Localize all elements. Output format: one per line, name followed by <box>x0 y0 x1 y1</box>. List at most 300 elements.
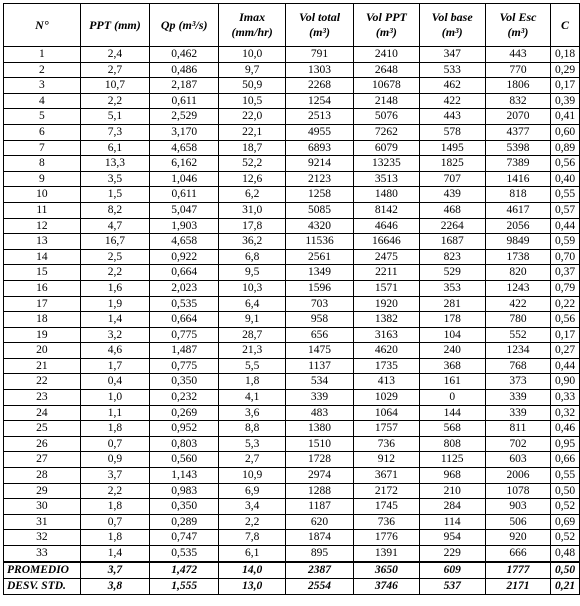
table-cell: 17 <box>4 296 81 312</box>
table-cell: 1,6 <box>80 280 149 296</box>
table-cell: 2410 <box>354 47 419 63</box>
table-cell: 0,7 <box>80 514 149 530</box>
summary-cell: 3650 <box>354 562 419 579</box>
table-cell: 0,462 <box>150 47 219 63</box>
table-cell: 818 <box>485 187 550 203</box>
table-cell: 36,2 <box>219 234 286 250</box>
table-cell: 703 <box>285 296 353 312</box>
table-cell: 0,57 <box>551 202 580 218</box>
table-row <box>4 296 580 312</box>
table-cell: 0,56 <box>551 312 580 328</box>
table-cell: 0,535 <box>150 296 219 312</box>
header-number: N° <box>4 4 81 47</box>
table-row <box>4 499 580 515</box>
table-cell: 1757 <box>354 421 419 437</box>
table-cell: 12,6 <box>219 171 286 187</box>
table-cell: 3513 <box>354 171 419 187</box>
table-row <box>4 530 580 546</box>
table-row <box>4 405 580 421</box>
table-cell: 1,8 <box>80 499 149 515</box>
table-cell: 353 <box>419 280 485 296</box>
table-cell: 10 <box>4 187 81 203</box>
table-cell: 920 <box>485 530 550 546</box>
table-cell: 9,7 <box>219 62 286 78</box>
table-cell: 30 <box>4 499 81 515</box>
summary-cell: 2387 <box>285 562 353 579</box>
table-row <box>4 358 580 374</box>
table-cell: 6,162 <box>150 156 219 172</box>
table-cell: 8,8 <box>219 421 286 437</box>
table-cell: 903 <box>485 499 550 515</box>
table-cell: 0,289 <box>150 514 219 530</box>
header-vol-ppt: Vol PPT (m³) <box>354 4 419 47</box>
table-cell: 0,48 <box>551 546 580 562</box>
table-cell: 52,2 <box>219 156 286 172</box>
table-row <box>4 390 580 406</box>
data-table-container <box>3 3 580 595</box>
table-cell: 10,0 <box>219 47 286 63</box>
table-cell: 3,170 <box>150 124 219 140</box>
table-cell: 808 <box>419 436 485 452</box>
table-cell: 7,8 <box>219 530 286 546</box>
table-cell: 368 <box>419 358 485 374</box>
table-row <box>4 452 580 468</box>
table-cell: 0,747 <box>150 530 219 546</box>
table-cell: 1,0 <box>80 390 149 406</box>
table-cell: 620 <box>285 514 353 530</box>
table-cell: 14 <box>4 249 81 265</box>
table-cell: 2648 <box>354 62 419 78</box>
table-cell: 210 <box>419 483 485 499</box>
table-cell: 17,8 <box>219 218 286 234</box>
table-cell: 31 <box>4 514 81 530</box>
table-header <box>4 4 580 47</box>
table-cell: 0,9 <box>80 452 149 468</box>
table-cell: 1258 <box>285 187 353 203</box>
table-cell: 2475 <box>354 249 419 265</box>
table-cell: 4,1 <box>219 390 286 406</box>
table-cell: 0,44 <box>551 358 580 374</box>
table-cell: 1416 <box>485 171 550 187</box>
table-cell: 0,66 <box>551 452 580 468</box>
table-cell: 1596 <box>285 280 353 296</box>
header-row <box>4 4 580 47</box>
summary-cell: 3,8 <box>80 578 149 594</box>
header-qp: Qp (m³/s) <box>150 4 219 47</box>
table-row <box>4 436 580 452</box>
table-cell: 468 <box>419 202 485 218</box>
table-cell: 2056 <box>485 218 550 234</box>
table-cell: 18 <box>4 312 81 328</box>
table-cell: 2006 <box>485 468 550 484</box>
table-cell: 736 <box>354 436 419 452</box>
table-cell: 0,39 <box>551 93 580 109</box>
table-cell: 11536 <box>285 234 353 250</box>
table-cell: 9849 <box>485 234 550 250</box>
table-cell: 568 <box>419 421 485 437</box>
table-cell: 1254 <box>285 93 353 109</box>
table-cell: 820 <box>485 265 550 281</box>
summary-cell: 537 <box>419 578 485 594</box>
table-row <box>4 47 580 63</box>
table-cell: 791 <box>285 47 353 63</box>
table-cell: 1874 <box>285 530 353 546</box>
table-cell: 0,89 <box>551 140 580 156</box>
table-cell: 0,56 <box>551 156 580 172</box>
table-cell: 50,9 <box>219 78 286 94</box>
table-cell: 2,2 <box>80 483 149 499</box>
summary-cell: 3,7 <box>80 562 149 579</box>
summary-row-stddev <box>4 578 580 594</box>
table-cell: 2268 <box>285 78 353 94</box>
table-cell: 2513 <box>285 109 353 125</box>
table-cell: 6 <box>4 124 81 140</box>
table-cell: 534 <box>285 374 353 390</box>
table-cell: 9,1 <box>219 312 286 328</box>
table-row <box>4 546 580 562</box>
table-cell: 1,8 <box>80 421 149 437</box>
table-cell: 6079 <box>354 140 419 156</box>
table-cell: 0,90 <box>551 374 580 390</box>
table-cell: 3 <box>4 78 81 94</box>
table-cell: 768 <box>485 358 550 374</box>
table-cell: 1391 <box>354 546 419 562</box>
table-cell: 0,40 <box>551 171 580 187</box>
table-cell: 1,9 <box>80 296 149 312</box>
table-row <box>4 468 580 484</box>
table-cell: 18,7 <box>219 140 286 156</box>
table-cell: 1,1 <box>80 405 149 421</box>
header-ppt: PPT (mm) <box>80 4 149 47</box>
table-cell: 6,4 <box>219 296 286 312</box>
table-cell: 28 <box>4 468 81 484</box>
table-cell: 736 <box>354 514 419 530</box>
table-cell: 0,18 <box>551 47 580 63</box>
table-cell: 1187 <box>285 499 353 515</box>
table-cell: 0,611 <box>150 187 219 203</box>
table-cell: 26 <box>4 436 81 452</box>
table-cell: 13,3 <box>80 156 149 172</box>
table-row <box>4 483 580 499</box>
table-cell: 1243 <box>485 280 550 296</box>
table-cell: 11 <box>4 202 81 218</box>
table-cell: 0,22 <box>551 296 580 312</box>
table-cell: 2172 <box>354 483 419 499</box>
table-cell: 10,3 <box>219 280 286 296</box>
table-cell: 2 <box>4 62 81 78</box>
table-cell: 281 <box>419 296 485 312</box>
table-cell: 27 <box>4 452 81 468</box>
table-cell: 958 <box>285 312 353 328</box>
table-cell: 10678 <box>354 78 419 94</box>
table-cell: 4620 <box>354 343 419 359</box>
table-cell: 3,4 <box>219 499 286 515</box>
table-cell: 1735 <box>354 358 419 374</box>
table-cell: 284 <box>419 499 485 515</box>
table-cell: 15 <box>4 265 81 281</box>
table-row <box>4 202 580 218</box>
table-cell: 443 <box>485 47 550 63</box>
table-cell: 10,9 <box>219 468 286 484</box>
table-cell: 2,7 <box>219 452 286 468</box>
table-cell: 347 <box>419 47 485 63</box>
table-cell: 339 <box>285 390 353 406</box>
table-cell: 0,350 <box>150 374 219 390</box>
table-row <box>4 218 580 234</box>
table-cell: 339 <box>485 405 550 421</box>
table-cell: 2,5 <box>80 249 149 265</box>
table-cell: 2,187 <box>150 78 219 94</box>
table-cell: 0,17 <box>551 327 580 343</box>
table-cell: 770 <box>485 62 550 78</box>
summary-cell: 13,0 <box>219 578 286 594</box>
table-cell: 1,903 <box>150 218 219 234</box>
table-cell: 1029 <box>354 390 419 406</box>
table-cell: 0,922 <box>150 249 219 265</box>
table-cell: 1,4 <box>80 312 149 328</box>
table-cell: 2264 <box>419 218 485 234</box>
table-cell: 5085 <box>285 202 353 218</box>
table-cell: 912 <box>354 452 419 468</box>
header-vol-base: Vol base (m³) <box>419 4 485 47</box>
table-cell: 339 <box>485 390 550 406</box>
table-cell: 3,7 <box>80 468 149 484</box>
table-cell: 1475 <box>285 343 353 359</box>
table-cell: 20 <box>4 343 81 359</box>
summary-label: DESV. STD. <box>4 578 81 594</box>
table-cell: 1380 <box>285 421 353 437</box>
table-cell: 7262 <box>354 124 419 140</box>
table-row <box>4 514 580 530</box>
table-cell: 666 <box>485 546 550 562</box>
table-cell: 702 <box>485 436 550 452</box>
table-cell: 0,29 <box>551 62 580 78</box>
table-cell: 0,4 <box>80 374 149 390</box>
table-cell: 4,7 <box>80 218 149 234</box>
table-cell: 6,2 <box>219 187 286 203</box>
table-row <box>4 93 580 109</box>
table-cell: 0,55 <box>551 187 580 203</box>
table-cell: 2,4 <box>80 47 149 63</box>
table-row <box>4 140 580 156</box>
table-row <box>4 312 580 328</box>
table-cell: 24 <box>4 405 81 421</box>
table-cell: 1825 <box>419 156 485 172</box>
table-cell: 483 <box>285 405 353 421</box>
table-cell: 0,486 <box>150 62 219 78</box>
header-vol-total: Vol total (m³) <box>285 4 353 47</box>
table-cell: 443 <box>419 109 485 125</box>
table-cell: 0,79 <box>551 280 580 296</box>
table-cell: 0,41 <box>551 109 580 125</box>
table-cell: 2070 <box>485 109 550 125</box>
table-cell: 8 <box>4 156 81 172</box>
summary-cell: 2554 <box>285 578 353 594</box>
table-row <box>4 374 580 390</box>
table-cell: 0,560 <box>150 452 219 468</box>
summary-row-mean <box>4 562 580 579</box>
table-cell: 13 <box>4 234 81 250</box>
table-cell: 4617 <box>485 202 550 218</box>
summary-cell: 609 <box>419 562 485 579</box>
table-cell: 9 <box>4 171 81 187</box>
table-cell: 3,5 <box>80 171 149 187</box>
table-cell: 21 <box>4 358 81 374</box>
table-cell: 23 <box>4 390 81 406</box>
table-cell: 0,232 <box>150 390 219 406</box>
table-cell: 0,269 <box>150 405 219 421</box>
table-cell: 1920 <box>354 296 419 312</box>
table-cell: 0,535 <box>150 546 219 562</box>
table-cell: 707 <box>419 171 485 187</box>
table-cell: 28,7 <box>219 327 286 343</box>
summary-cell: 0,21 <box>551 578 580 594</box>
summary-cell: 14,0 <box>219 562 286 579</box>
table-cell: 4,658 <box>150 140 219 156</box>
table-cell: 240 <box>419 343 485 359</box>
table-cell: 114 <box>419 514 485 530</box>
table-cell: 12 <box>4 218 81 234</box>
table-cell: 968 <box>419 468 485 484</box>
table-cell: 144 <box>419 405 485 421</box>
table-cell: 4955 <box>285 124 353 140</box>
table-cell: 4 <box>4 93 81 109</box>
table-row <box>4 280 580 296</box>
table-row <box>4 234 580 250</box>
table-cell: 0,46 <box>551 421 580 437</box>
table-cell: 832 <box>485 93 550 109</box>
table-cell: 9214 <box>285 156 353 172</box>
table-cell: 1687 <box>419 234 485 250</box>
table-cell: 1288 <box>285 483 353 499</box>
table-cell: 4,658 <box>150 234 219 250</box>
table-cell: 0,775 <box>150 327 219 343</box>
table-cell: 1,4 <box>80 546 149 562</box>
table-cell: 22,1 <box>219 124 286 140</box>
table-cell: 2,023 <box>150 280 219 296</box>
table-cell: 0,33 <box>551 390 580 406</box>
table-cell: 7 <box>4 140 81 156</box>
table-cell: 178 <box>419 312 485 328</box>
table-cell: 104 <box>419 327 485 343</box>
table-cell: 25 <box>4 421 81 437</box>
table-cell: 422 <box>485 296 550 312</box>
table-cell: 1,046 <box>150 171 219 187</box>
summary-cell: 3746 <box>354 578 419 594</box>
table-cell: 1,8 <box>219 374 286 390</box>
table-cell: 1510 <box>285 436 353 452</box>
table-cell: 1,7 <box>80 358 149 374</box>
table-cell: 0,60 <box>551 124 580 140</box>
table-cell: 0,37 <box>551 265 580 281</box>
table-cell: 0,664 <box>150 265 219 281</box>
table-cell: 5,047 <box>150 202 219 218</box>
summary-cell: 1777 <box>485 562 550 579</box>
table-cell: 3,2 <box>80 327 149 343</box>
table-cell: 811 <box>485 421 550 437</box>
table-cell: 2,2 <box>80 93 149 109</box>
table-cell: 0,27 <box>551 343 580 359</box>
summary-cell: 2171 <box>485 578 550 594</box>
table-cell: 2148 <box>354 93 419 109</box>
table-cell: 1776 <box>354 530 419 546</box>
table-cell: 2,2 <box>80 265 149 281</box>
table-cell: 0,32 <box>551 405 580 421</box>
table-cell: 4646 <box>354 218 419 234</box>
table-cell: 1,487 <box>150 343 219 359</box>
table-cell: 2123 <box>285 171 353 187</box>
table-cell: 32 <box>4 530 81 546</box>
table-cell: 16646 <box>354 234 419 250</box>
table-row <box>4 249 580 265</box>
table-cell: 0,775 <box>150 358 219 374</box>
table-cell: 1382 <box>354 312 419 328</box>
table-row <box>4 187 580 203</box>
table-cell: 22,0 <box>219 109 286 125</box>
table-cell: 413 <box>354 374 419 390</box>
table-cell: 8142 <box>354 202 419 218</box>
table-cell: 954 <box>419 530 485 546</box>
table-cell: 1303 <box>285 62 353 78</box>
table-cell: 3163 <box>354 327 419 343</box>
table-cell: 9,5 <box>219 265 286 281</box>
table-cell: 0,44 <box>551 218 580 234</box>
table-cell: 1064 <box>354 405 419 421</box>
table-cell: 2,529 <box>150 109 219 125</box>
table-cell: 0,50 <box>551 483 580 499</box>
summary-cell: 1,555 <box>150 578 219 594</box>
table-cell: 33 <box>4 546 81 562</box>
table-cell: 1 <box>4 47 81 63</box>
table-row <box>4 109 580 125</box>
table-cell: 603 <box>485 452 550 468</box>
summary-label: PROMEDIO <box>4 562 81 579</box>
table-cell: 7,3 <box>80 124 149 140</box>
table-cell: 2561 <box>285 249 353 265</box>
table-row <box>4 171 580 187</box>
table-cell: 29 <box>4 483 81 499</box>
table-cell: 6,1 <box>219 546 286 562</box>
table-cell: 21,3 <box>219 343 286 359</box>
table-cell: 1078 <box>485 483 550 499</box>
table-cell: 5076 <box>354 109 419 125</box>
table-cell: 5,1 <box>80 109 149 125</box>
table-cell: 1571 <box>354 280 419 296</box>
table-cell: 462 <box>419 78 485 94</box>
table-cell: 0,17 <box>551 78 580 94</box>
table-cell: 8,2 <box>80 202 149 218</box>
table-cell: 0,59 <box>551 234 580 250</box>
table-cell: 2974 <box>285 468 353 484</box>
table-cell: 1125 <box>419 452 485 468</box>
table-cell: 2211 <box>354 265 419 281</box>
table-cell: 10,7 <box>80 78 149 94</box>
table-cell: 0,55 <box>551 468 580 484</box>
table-cell: 1,5 <box>80 187 149 203</box>
table-cell: 3,6 <box>219 405 286 421</box>
header-c: C <box>551 4 580 47</box>
table-cell: 552 <box>485 327 550 343</box>
table-cell: 0,350 <box>150 499 219 515</box>
table-cell: 0,52 <box>551 499 580 515</box>
table-cell: 1745 <box>354 499 419 515</box>
table-cell: 0,95 <box>551 436 580 452</box>
table-cell: 2,7 <box>80 62 149 78</box>
table-cell: 4377 <box>485 124 550 140</box>
table-cell: 0,70 <box>551 249 580 265</box>
table-cell: 1480 <box>354 187 419 203</box>
table-row <box>4 62 580 78</box>
